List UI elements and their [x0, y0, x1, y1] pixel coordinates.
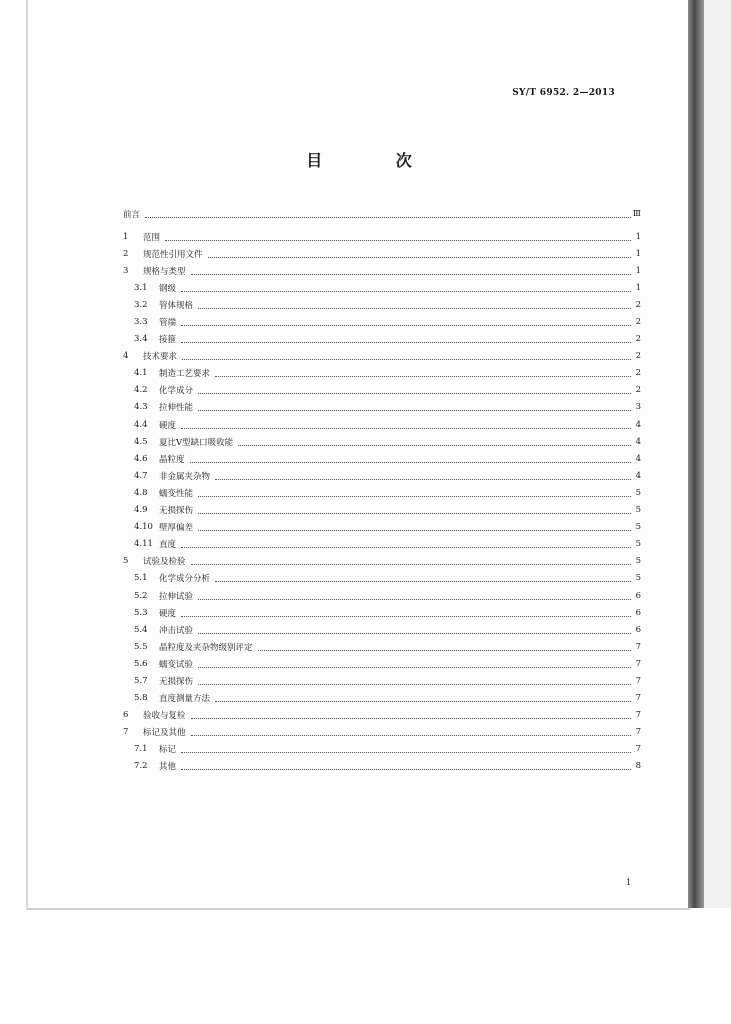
toc-entry-number: 5.4 — [134, 624, 148, 635]
dot-leader — [145, 208, 631, 218]
toc-entry-label: 夏比V型缺口吸收能 — [159, 437, 234, 448]
toc-entry-label: 无损探伤 — [159, 506, 194, 517]
toc-entry-label: 晶粒度及夹杂物级别评定 — [159, 642, 253, 653]
toc-entry-number: 4.11 — [134, 539, 153, 550]
toc-subentry[interactable] — [123, 484, 641, 501]
toc-entry-label: 管端 — [159, 318, 177, 329]
toc-entry-number: 5.3 — [134, 607, 148, 618]
toc-entry-page: 5 — [635, 556, 641, 567]
toc-subentry[interactable] — [123, 279, 641, 296]
toc-entry-number: 3 — [123, 265, 129, 276]
toc-entry-page: 6 — [635, 624, 641, 635]
toc-entry-page: 2 — [635, 368, 641, 379]
toc-subentry[interactable] — [123, 690, 641, 707]
toc-entry-page: 8 — [635, 761, 641, 772]
dot-leader — [181, 743, 631, 753]
toc-subentry[interactable] — [123, 313, 641, 330]
toc-entry-label: 前言 — [123, 210, 141, 220]
toc-entry-number: 5.5 — [134, 641, 148, 652]
dot-leader — [215, 572, 631, 582]
toc-entry-number: 1 — [123, 231, 129, 242]
toc-subentry[interactable] — [123, 467, 641, 484]
toc-entry-label: 拉伸试验 — [159, 591, 194, 602]
toc-entry-page: 7 — [635, 675, 641, 686]
toc-entry-page: 2 — [635, 385, 641, 396]
toc-entry-page: 2 — [635, 299, 641, 310]
dot-leader — [198, 487, 631, 497]
toc-entry-number: 4.7 — [134, 470, 148, 481]
toc-entry-page: 6 — [635, 607, 641, 618]
toc-entry-label: 冲击试验 — [159, 625, 194, 636]
toc-subentry[interactable] — [123, 655, 641, 672]
toc-entry-label: 硬度 — [159, 608, 177, 619]
toc-entry-number: 4.2 — [134, 385, 148, 396]
toc-subentry[interactable] — [123, 604, 641, 621]
toc-entry-page: 5 — [635, 505, 641, 516]
toc-entry-number: 3.3 — [134, 317, 148, 328]
toc-entry-page: 5 — [635, 522, 641, 533]
toc-entry-label: 技术要求 — [143, 352, 178, 363]
toc-entry-label: 试验及检验 — [143, 557, 186, 568]
toc-entry-page: 1 — [635, 231, 641, 242]
toc-subentry[interactable] — [123, 399, 641, 416]
toc-entry[interactable] — [123, 553, 641, 570]
dot-leader — [198, 675, 631, 685]
dot-leader — [198, 504, 631, 514]
toc-entry[interactable] — [123, 348, 641, 365]
toc-entry-page: 7 — [635, 710, 641, 721]
toc-entry-label: 管体规格 — [159, 300, 194, 311]
toc-entry[interactable] — [123, 724, 641, 741]
dot-leader — [198, 658, 631, 668]
dot-leader — [215, 367, 631, 377]
dot-leader — [198, 521, 631, 531]
toc-entry-number: 5 — [123, 556, 129, 567]
toc-entry-label: 无损探伤 — [159, 676, 194, 687]
toc-subentry[interactable] — [123, 741, 641, 758]
toc-entry-label: 制造工艺要求 — [159, 369, 211, 380]
dot-leader — [165, 231, 631, 241]
toc-entry-page: 4 — [635, 436, 641, 447]
toc-entry[interactable] — [123, 245, 641, 262]
toc-subentry[interactable] — [123, 382, 641, 399]
toc-entry-number: 4.3 — [134, 402, 148, 413]
toc-entry-label: 化学成分分析 — [159, 574, 211, 585]
dot-leader — [198, 401, 631, 411]
toc-entry-number: 2 — [123, 248, 129, 259]
toc-entry-page: 7 — [635, 727, 641, 738]
toc-entry-label: 壁厚偏差 — [159, 523, 194, 534]
toc-entry-number: 5.8 — [134, 693, 148, 704]
dot-leader — [198, 384, 631, 394]
toc-entry-page: 4 — [635, 453, 641, 464]
toc-entry-page: 3 — [635, 402, 641, 413]
standard-code: SY/T 6952. 2—2013 — [512, 88, 615, 98]
toc-entry-label: 非金属夹杂物 — [159, 471, 211, 482]
dot-leader — [190, 453, 631, 463]
dot-leader — [181, 607, 631, 617]
toc-subentry[interactable] — [123, 519, 641, 536]
document-page — [26, 0, 690, 910]
toc-entry-page: 5 — [635, 573, 641, 584]
toc-entry-label: 接箍 — [159, 335, 177, 346]
toc-entry-number: 5.1 — [134, 573, 148, 584]
toc-entry-page: 1 — [635, 282, 641, 293]
toc-subentry[interactable] — [123, 536, 641, 553]
dot-leader — [198, 590, 631, 600]
toc-entry-label: 蠕变性能 — [159, 488, 194, 499]
toc-entry-label: 验收与复检 — [143, 711, 186, 722]
toc-entry-number: 4.1 — [134, 368, 148, 379]
toc-entry-page: 1 — [635, 265, 641, 276]
toc-entry-label: 晶粒度 — [159, 454, 185, 465]
toc-entry-number: 3.1 — [134, 282, 148, 293]
dot-leader — [191, 555, 631, 565]
dot-leader — [181, 282, 631, 292]
toc-subentry[interactable] — [123, 758, 641, 775]
dot-leader — [181, 538, 631, 548]
toc-entry-label: 硬度 — [159, 420, 177, 431]
toc-entry-label: 标记及其他 — [143, 728, 186, 739]
toc-entry-number: 3.4 — [134, 334, 148, 345]
toc-entry-label: 标记 — [159, 745, 177, 756]
toc-entry-number: 5.2 — [134, 590, 148, 601]
dot-leader — [181, 316, 631, 326]
dot-leader — [182, 350, 631, 360]
toc-subentry[interactable] — [123, 433, 641, 450]
toc-entry-page: Ⅲ — [632, 209, 641, 219]
toc-entry-page: 5 — [635, 487, 641, 498]
dot-leader — [191, 726, 631, 736]
toc-subentry[interactable] — [123, 296, 641, 313]
dot-leader — [181, 760, 631, 770]
dot-leader — [191, 265, 631, 275]
toc-subentry[interactable] — [123, 450, 641, 467]
toc-subentry[interactable] — [123, 638, 641, 655]
toc-entry-label: 直度测量方法 — [159, 694, 211, 705]
toc-entry-number: 4 — [123, 351, 129, 362]
toc-subentry[interactable] — [123, 570, 641, 587]
toc-entry-page: 7 — [635, 658, 641, 669]
toc-entry-number: 7 — [123, 727, 129, 738]
toc-subentry[interactable] — [123, 502, 641, 519]
toc-subentry[interactable] — [123, 416, 641, 433]
dot-leader — [208, 248, 631, 258]
scan-margin — [704, 0, 731, 908]
dot-leader — [215, 692, 631, 702]
toc-entry-label: 范围 — [143, 232, 161, 243]
page-number: 1 — [626, 878, 632, 887]
toc-entry-number: 7.1 — [134, 744, 148, 755]
toc-entry-page: 7 — [635, 744, 641, 755]
toc-subentry[interactable] — [123, 672, 641, 689]
toc-entry[interactable] — [123, 262, 641, 279]
dot-leader — [198, 299, 631, 309]
toc-entry-number: 4.8 — [134, 487, 148, 498]
dot-leader — [258, 641, 631, 651]
toc-entry-label: 钢级 — [159, 283, 177, 294]
toc-subentry[interactable] — [123, 365, 641, 382]
toc-entry-number: 4.5 — [134, 436, 148, 447]
toc-entry-page: 4 — [635, 419, 641, 430]
toc-entry-page: 7 — [635, 693, 641, 704]
toc-entry[interactable] — [123, 707, 641, 724]
toc-entry[interactable] — [123, 200, 641, 228]
toc-entry-number: 5.7 — [134, 675, 148, 686]
toc-entry-page: 6 — [635, 590, 641, 601]
toc-entry-number: 6 — [123, 710, 129, 721]
toc-subentry[interactable] — [123, 587, 641, 604]
toc-entry-label: 直度 — [159, 540, 177, 551]
dot-leader — [238, 436, 631, 446]
toc-entry-label: 拉伸性能 — [159, 403, 194, 414]
dot-leader — [198, 624, 631, 634]
toc-entry-number: 4.6 — [134, 453, 148, 464]
toc-entry-page: 5 — [635, 539, 641, 550]
toc-entry-page: 4 — [635, 470, 641, 481]
toc-entry-page: 2 — [635, 334, 641, 345]
toc-entry-page: 2 — [635, 351, 641, 362]
dot-leader — [181, 419, 631, 429]
toc-subentry[interactable] — [123, 621, 641, 638]
toc-entry-label: 其他 — [159, 762, 177, 773]
toc-entry[interactable] — [123, 228, 641, 245]
toc-subentry[interactable] — [123, 331, 641, 348]
toc-entry-number: 5.6 — [134, 658, 148, 669]
toc-entry-number: 4.9 — [134, 505, 148, 516]
toc-entry-number: 4.4 — [134, 419, 148, 430]
toc-entry-page: 7 — [635, 641, 641, 652]
table-of-contents — [123, 200, 641, 775]
toc-entry-label: 化学成分 — [159, 386, 194, 397]
scan-edge-shadow — [688, 0, 704, 908]
toc-entry-page: 1 — [635, 248, 641, 259]
toc-entry-page: 2 — [635, 317, 641, 328]
toc-entry-number: 4.10 — [134, 522, 153, 533]
toc-entry-label: 蠕变试验 — [159, 659, 194, 670]
page-title: 目 次 — [306, 151, 446, 170]
dot-leader — [181, 333, 631, 343]
dot-leader — [191, 709, 631, 719]
toc-entry-label: 规范性引用文件 — [143, 249, 203, 260]
dot-leader — [215, 470, 631, 480]
toc-entry-label: 规格与类型 — [143, 266, 186, 277]
toc-entry-number: 3.2 — [134, 299, 148, 310]
toc-entry-number: 7.2 — [134, 761, 148, 772]
